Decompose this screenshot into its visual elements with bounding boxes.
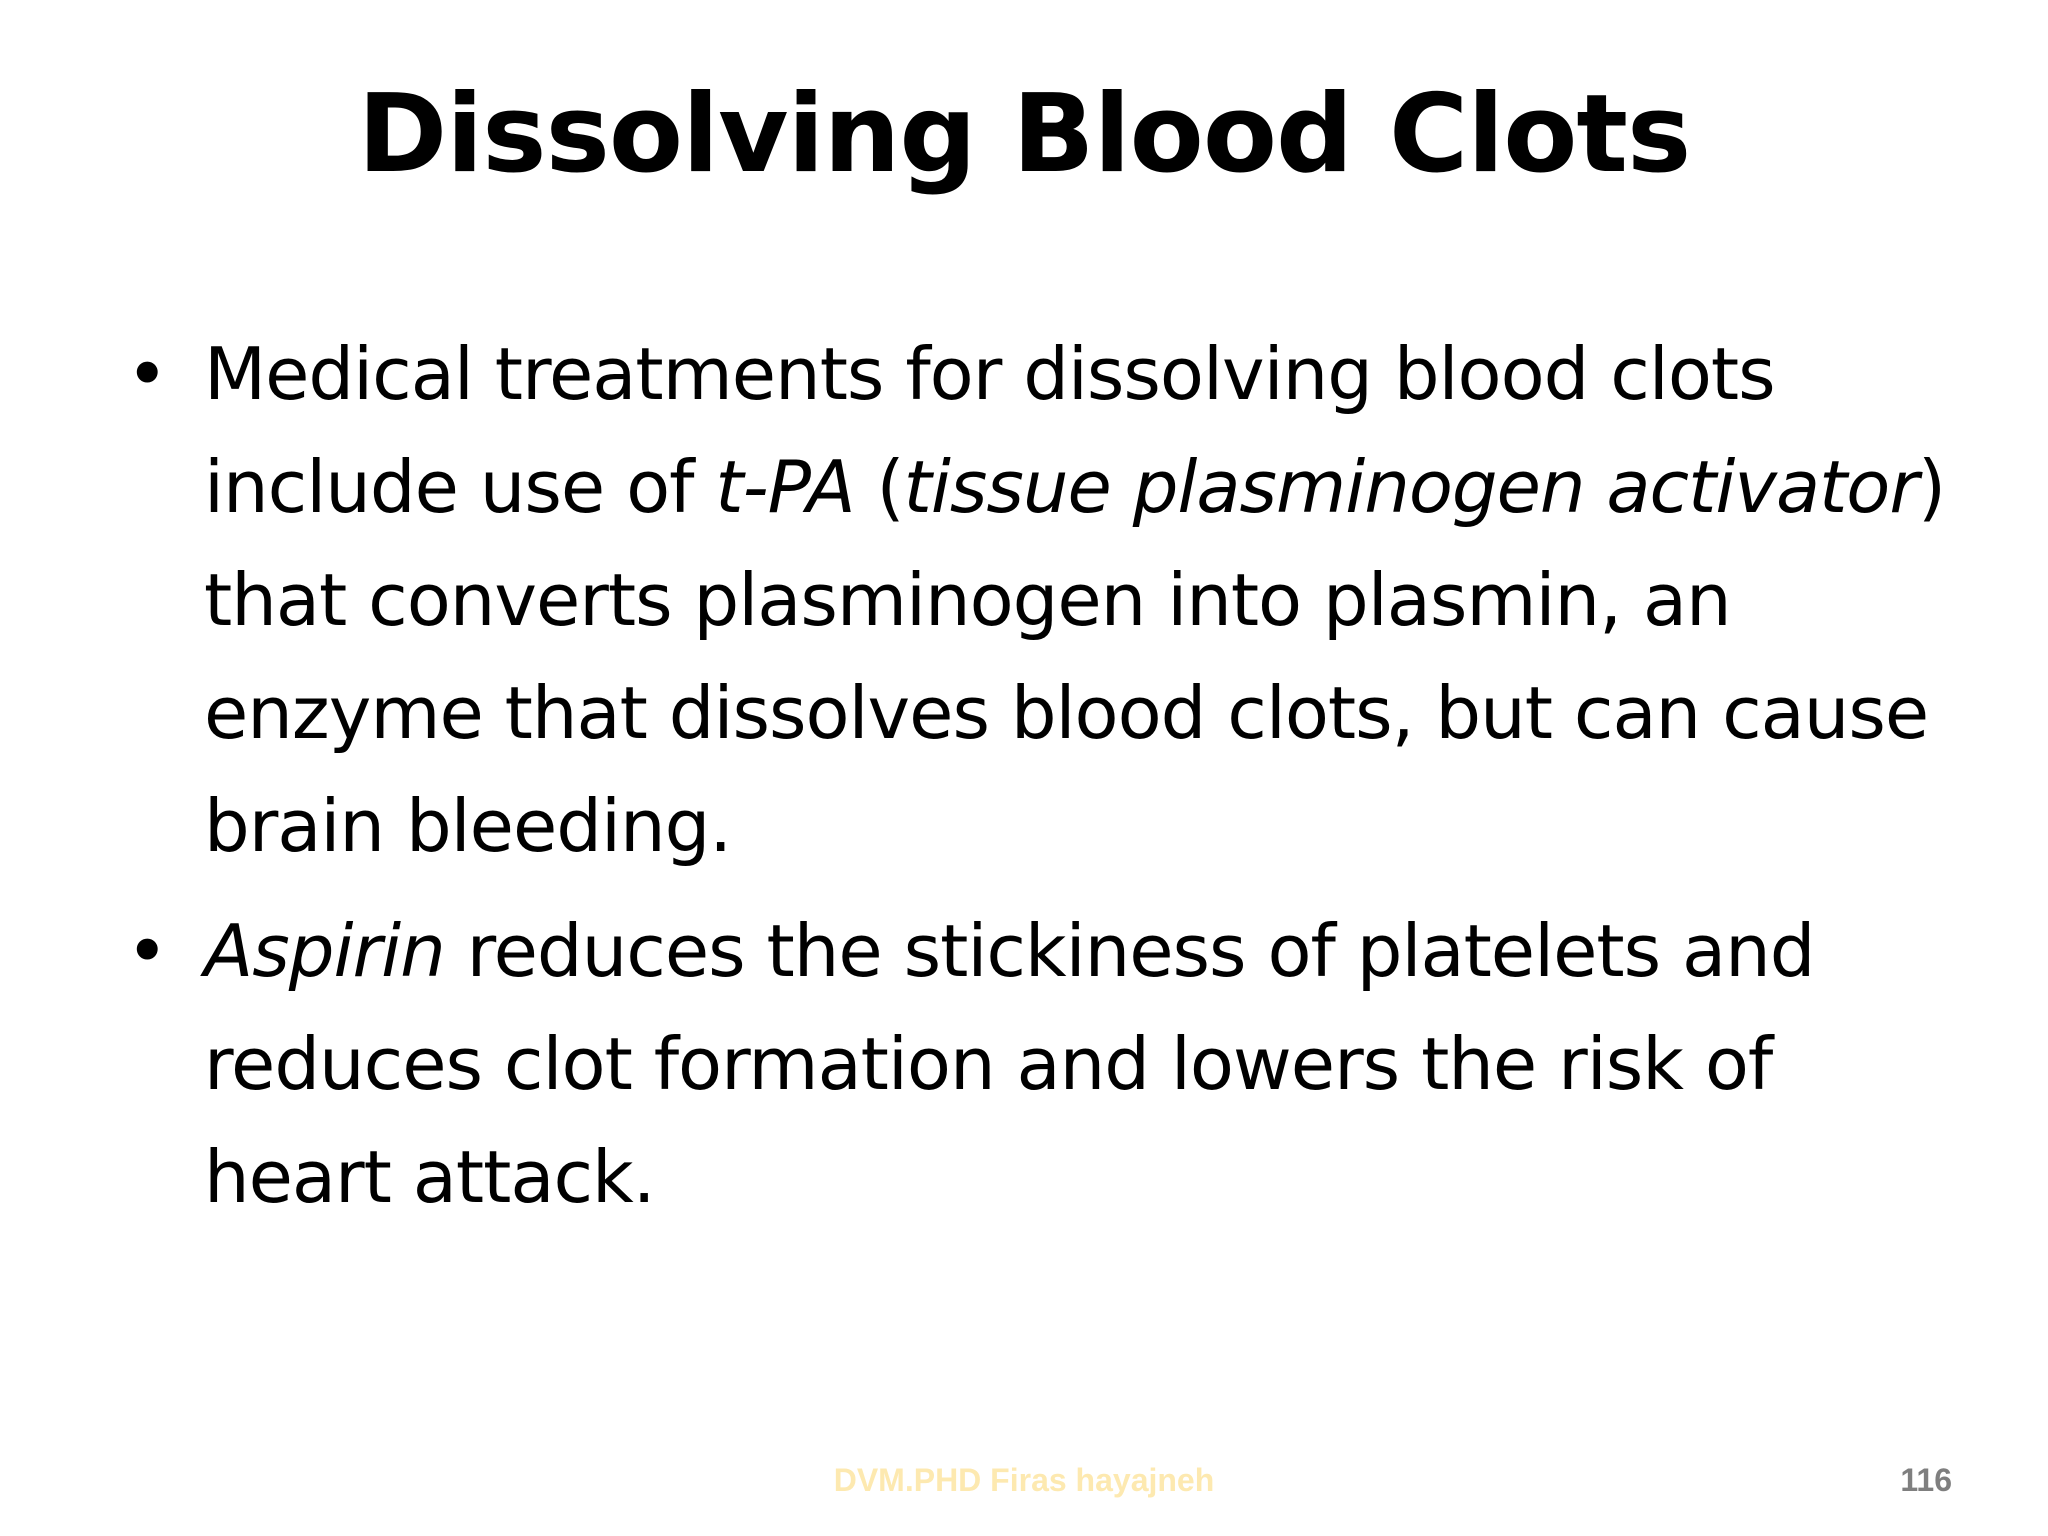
bullet-segment: reduces the stickiness of platelets and reduces clot formation and lowers the risk of heart attack. xyxy=(204,909,1815,1219)
bullet-segment: ) that converts plasminogen into plasmin, an enzyme that dissolves blood clots, but can cause brain bleeding. xyxy=(204,445,1946,868)
footer-author: DVM.PHD Firas hayajneh xyxy=(833,1462,1215,1498)
page-number: 116 xyxy=(1900,1462,1952,1498)
bullet-list xyxy=(118,318,1948,1246)
bullet-segment-italic: Aspirin xyxy=(204,909,445,993)
bullet-item xyxy=(118,895,1948,1234)
bullet-text xyxy=(204,332,1945,868)
bullet-text xyxy=(204,909,1814,1219)
bullet-segment-italic: tissue plasminogen activator xyxy=(903,445,1918,529)
bullet-item xyxy=(118,318,1948,883)
bullet-segment: Medical treatments for dissolving blood clots include use of xyxy=(204,332,1775,529)
bullet-segment: ( xyxy=(854,445,904,529)
slide-title: Dissolving Blood Clots xyxy=(357,72,1691,197)
bullet-marker: • xyxy=(126,909,168,993)
bullet-segment-italic: t-PA xyxy=(715,445,855,529)
bullet-marker: • xyxy=(126,332,168,416)
